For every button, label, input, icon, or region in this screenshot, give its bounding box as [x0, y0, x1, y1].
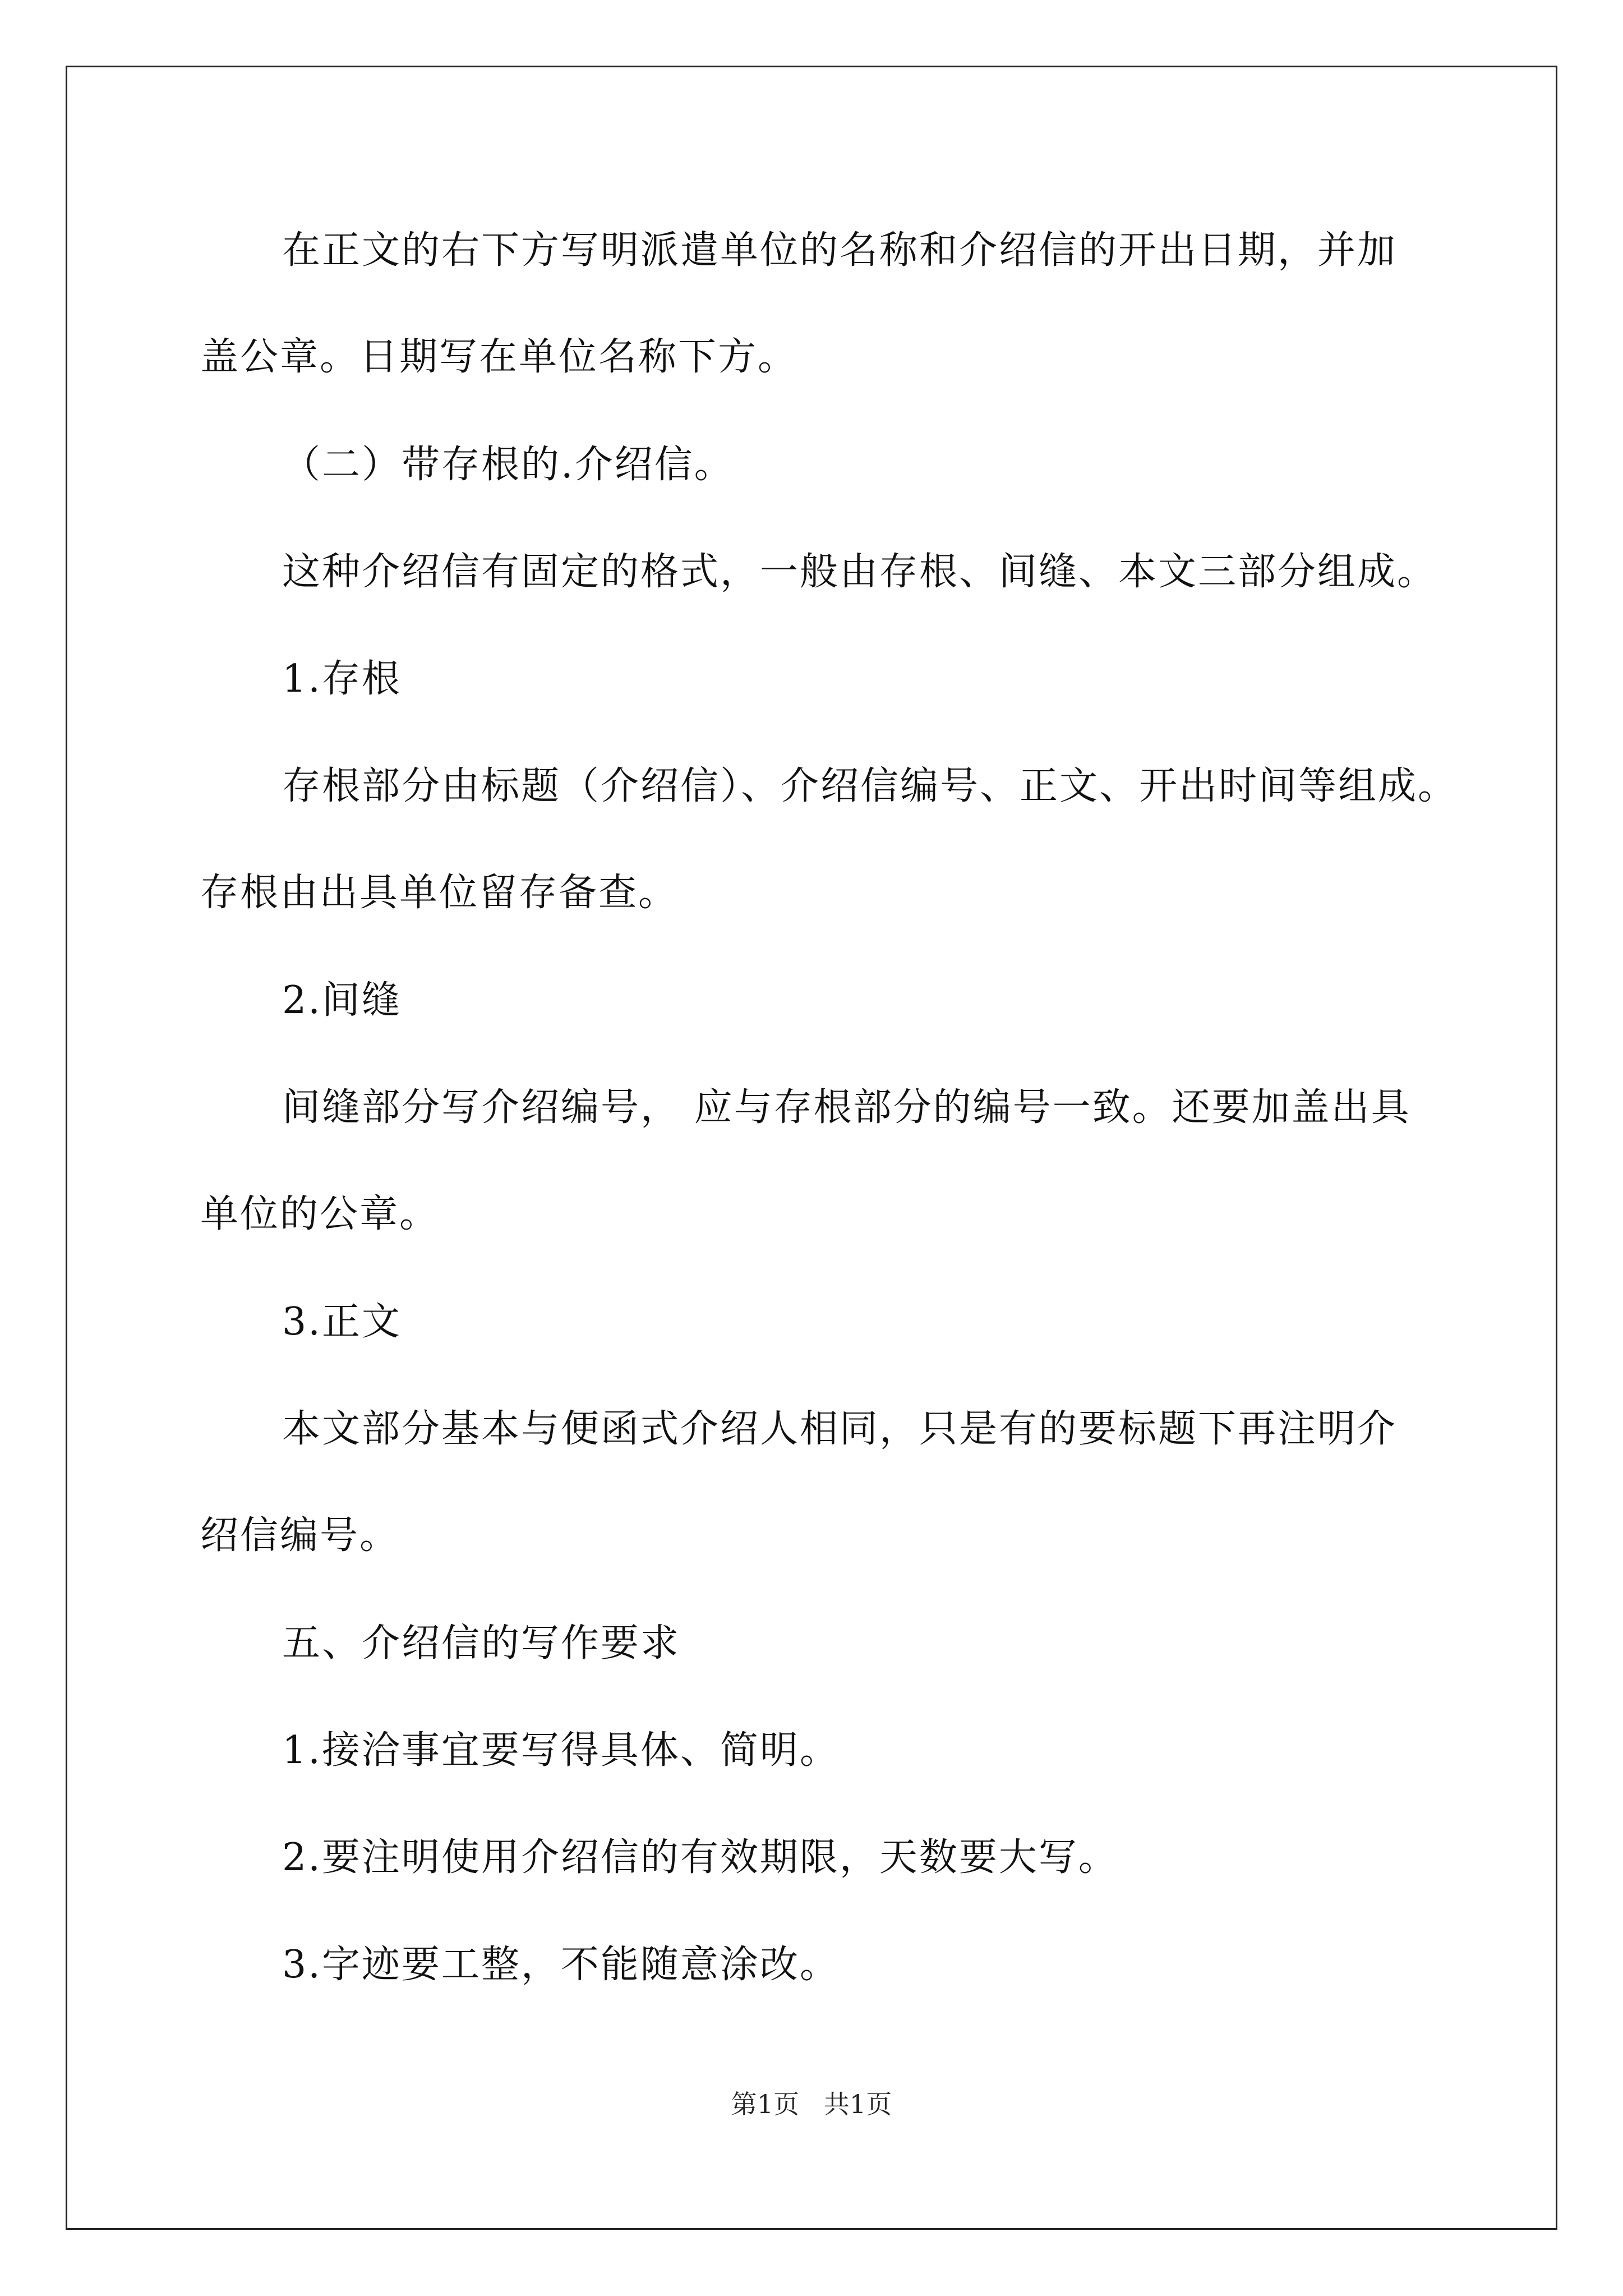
paragraph-line: 五、介绍信的写作要求	[282, 1621, 681, 1665]
paragraph-line: 2.要注明使用介绍信的有效期限，天数要大写。	[282, 1835, 1118, 1880]
paragraph-line: 1.存根	[282, 657, 402, 701]
list-item	[200, 1835, 1434, 1880]
paragraph-line: 间缝部分写介绍编号， 应与存根部分的编号一致。还要加盖出具	[282, 1085, 1411, 1130]
list-item	[200, 1943, 1434, 1987]
paragraph-line: 在正文的右下方写明派遣单位的名称和介绍信的开出日期，并加	[282, 228, 1398, 273]
paragraph-line: 盖公章。日期写在单位名称下方。	[200, 335, 798, 379]
paragraph-line: 3.字迹要工整，不能随意涂改。	[282, 1943, 840, 1987]
paragraph-line: 存根由出具单位留存备查。	[200, 871, 679, 915]
paragraph-signature-instructions	[200, 228, 1434, 379]
heading-seam	[200, 978, 1434, 1023]
paragraph-line: 1.接洽事宜要写得具体、简明。	[282, 1728, 840, 1773]
page-border	[66, 66, 1557, 2230]
page-number: 第1页 共1页	[731, 2089, 892, 2119]
heading-stub	[200, 657, 1434, 701]
heading-writing-requirements	[200, 1621, 1434, 1665]
paragraph-line: 绍信编号。	[200, 1513, 400, 1558]
paragraph-body	[200, 1407, 1434, 1558]
paragraph-format	[200, 550, 1437, 594]
page-footer	[0, 2091, 1623, 2117]
heading-stub-letter	[200, 443, 1434, 487]
paragraph-stub	[200, 764, 1458, 915]
paragraph-seam	[200, 1085, 1434, 1236]
paragraph-line: 这种介绍信有固定的格式，一般由存根、间缝、本文三部分组成。	[282, 550, 1437, 594]
paragraph-line: 存根部分由标题（介绍信）、介绍信编号、正文、开出时间等组成。	[282, 764, 1458, 808]
list-item	[200, 1728, 1434, 1773]
paragraph-line: 3.正文	[282, 1300, 402, 1344]
paragraph-line: 本文部分基本与便函式介绍人相同，只是有的要标题下再注明介	[282, 1407, 1398, 1451]
paragraph-line: 2.间缝	[282, 978, 402, 1023]
paragraph-line: 单位的公章。	[200, 1192, 440, 1236]
paragraph-line: （二）带存根的.介绍信。	[282, 443, 734, 487]
heading-body	[200, 1300, 1434, 1344]
